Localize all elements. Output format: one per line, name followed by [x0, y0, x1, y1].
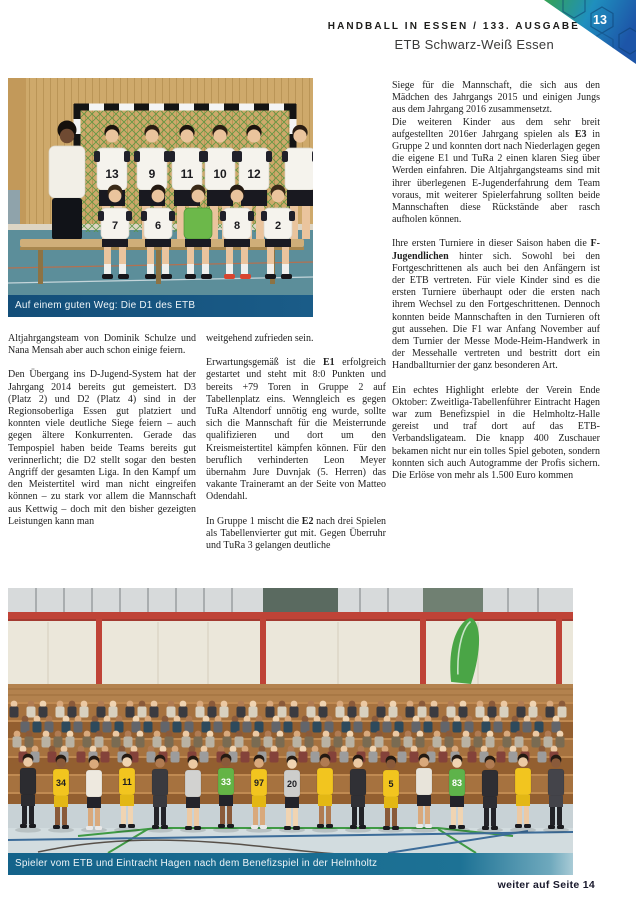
corner-graphic [544, 0, 636, 64]
window-band [8, 588, 573, 612]
paragraph: Den Übergang ins D-Jugend-System hat der Jahrgang 2014 bereits gut gemeistert. D3 (Platz 2) und D2 (Platz 4) sind in der Regionsoberliga Essen gut platziert und konnten viele deutliche Siege feiern – auch gegen ältere Konkurrenten. Gerade das Tempospiel haben beide Teams bereits gut verinnerlicht; die D2 stellt sogar den besten Angriff der gesamten Liga. In den Kampf um den Meistertitel wird man nicht eingreifen können – zu stark vor allem die Mannschaft aus Kettwig – doch mit den bisher gezeigten Leistungen kann man [8, 369, 196, 527]
svg-text:11: 11 [180, 167, 194, 181]
paragraph: Altjahrgangsteam von Dominik Schulze und Nana Mensah aber auch schon einige feiern. [8, 333, 196, 357]
continuation-note: weiter auf Seite 14 [497, 879, 595, 891]
benefit-photo-caption: Spieler vom ETB und Eintracht Hagen nach dem Benefizspiel in der Helmholtz [8, 853, 573, 875]
paragraph: Die weiteren Kinder aus dem sehr breit aufgestellten 2016er Jahrgang spielen als E3 in Gruppe 2 und konnten dort nach Niederlagen gegen die eigene E1 und TuRa 2 einen klaren Sieg über Werden einfahren. Die Altjahrgangsteams sind mit ihrer überlegenen E-Jugenderfahrung dem Team voraus, mit weiterer Spielerfahrung sollten beide Mannschaften diese Rückstände aber rasch aufholen können. [392, 116, 600, 226]
svg-text:13: 13 [105, 167, 119, 181]
team-photo-caption: Auf einem guten Weg: Die D1 des ETB [8, 295, 313, 317]
svg-text:83: 83 [451, 778, 463, 788]
page-kicker: HANDBALL IN ESSEN / 133. AUSGABE [327, 21, 580, 32]
svg-text:12: 12 [247, 167, 261, 181]
paragraph: Siege für die Mannschaft, die sich aus den Mädchen des Jahrgangs 2015 und einigen Jungs aus dem Jahrgang 2016 zusammensetzt. [392, 80, 600, 116]
article-column-1 [8, 333, 196, 528]
article-column-2 [206, 333, 386, 552]
club-subtitle: ETB Schwarz-Weiß Essen [394, 37, 554, 52]
svg-text:10: 10 [213, 167, 227, 181]
team-photo [8, 78, 313, 295]
svg-text:6: 6 [154, 220, 162, 232]
svg-text:8: 8 [233, 220, 241, 232]
paragraph: Erwartungsgemäß ist die E1 erfolgreich gestartet und steht mit 8:0 Punkten und bereits +79 Toren in Gruppe 2 auf Tabellenplatz eins. Wenngleich es gegen TuRa Altendorf unnötig eng wurde, sollte sich die Mannschaft für die Meisterrunde qualifizieren und dort um den Kreismeistertitel kämpfen können. Für den beruflich verhinderten Leon Meyer übernahm Jure Duvnjak (5. Herren) das vakante Traineramt an der Seite von Matteo Odendahl. [206, 357, 386, 503]
svg-text:11: 11 [122, 777, 132, 787]
wood-wall-strip [8, 684, 573, 702]
svg-text:2: 2 [274, 220, 282, 232]
svg-text:9: 9 [148, 167, 156, 181]
paragraph: weitgehend zufrieden sein. [206, 333, 314, 344]
paragraph: Ein echtes Highlight erlebte der Verein Ende Oktober: Zweitliga-Tabellenführer Eintracht Hagen war zum Benefizspiel in die Helmholtz-Halle gereist und traf dort auf das ETB-Verbandsligateam. Die knapp 400 Zuschauer bekamen nicht nur ein tolles Spiel geboten, sondern konnten sich auch Autogramme der Profis sichern. Die Erlöse von mehr als 1.500 Euro kommen [392, 384, 600, 482]
article-column-3 [392, 80, 600, 482]
svg-text:5: 5 [388, 779, 394, 789]
paragraph: Ihre ersten Turniere in dieser Saison haben die F-Jugendlichen hinter sich. Sowohl bei den Fortgeschrittenen als auch bei den Anfängern ist der ETB vertreten. Für viele Kinder sind es die ersten Turniere überhaupt oder die ersten nach ihrem Wechsel zu den Fortgeschrittenen. Dennoch konnten beide Mannschaften in den Turnieren oft gut aussehen. Die F1 war Anfang November auf dem Turnier der Messe Mode-Heim-Handwerk in der Messehalle vertreten und bestritt dort ein Handballturnier der ganz besonderen Art. [392, 238, 600, 372]
page-number-badge: 13 [593, 13, 607, 27]
paragraph: In Gruppe 1 mischt die E2 nach drei Spielen als Tabellenvierter gut mit. Gegen Überruhr und TuRa 3 gelangen deutliche [206, 515, 387, 552]
svg-text:33: 33 [220, 777, 232, 787]
svg-text:20: 20 [286, 779, 298, 789]
svg-text:34: 34 [55, 778, 67, 788]
svg-text:97: 97 [253, 778, 265, 788]
benefit-photo [8, 588, 573, 853]
svg-text:7: 7 [111, 220, 119, 232]
